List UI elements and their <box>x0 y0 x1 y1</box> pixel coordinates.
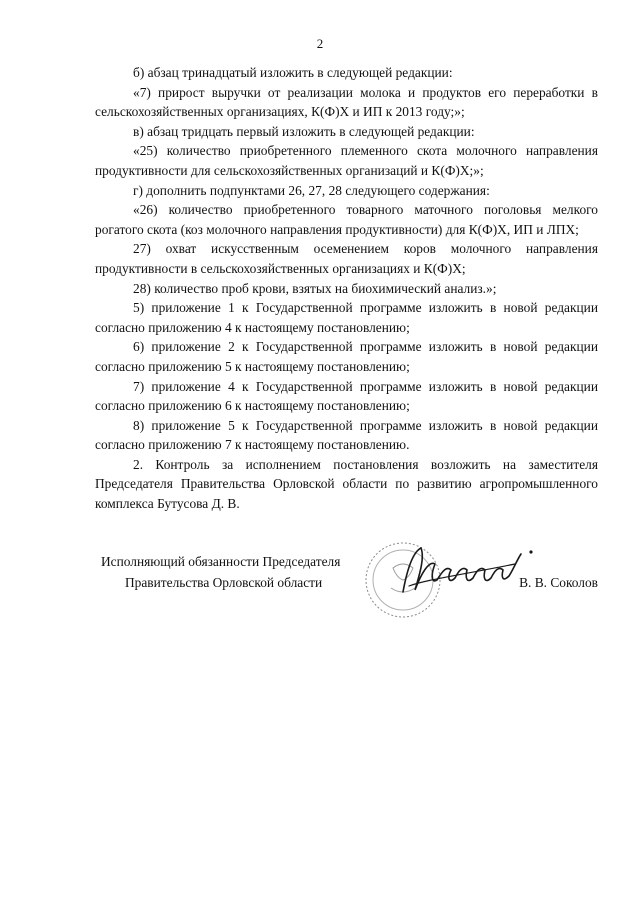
paragraph-quote-25: «25) количество приобретенного племенного скота молочного направления продуктивности для сельскохозяйственных организаций и К(Ф)Х;»; <box>95 143 598 178</box>
signatory-title-line-1: Исполняющий обязанности Председателя <box>101 554 341 569</box>
paragraph-item-7: 7) приложение 4 к Государственной программе изложить в новой редакции согласно приложению 6 к настоящему постановлению; <box>95 378 598 414</box>
paragraph-item-5: 5) приложение 1 к Государственной программе изложить в новой редакции согласно приложению 4 к настоящему постановлению; <box>95 300 598 335</box>
paragraph-28: 28) количество проб крови, взятых на биохимический анализ.»; <box>133 280 497 296</box>
signatory-name: В. В. Соколов <box>519 575 598 590</box>
paragraph-b: б) абзац тринадцатый изложить в следующей редакции: <box>133 65 453 80</box>
paragraph-item-8: 8) приложение 5 к Государственной программе изложить в новой редакции согласно приложению 7 к настоящему постановлению. <box>95 417 598 453</box>
paragraph-quote-7: «7) прирост выручки от реализации молока и продуктов его переработки в сельскохозяйственных организациях, К(Ф)Х и ИП к 2013 году;»; <box>95 84 598 120</box>
signatory-title-line-2: Правительства Орловской области <box>125 575 323 590</box>
paragraph-item-6: 6) приложение 2 к Государственной программе изложить в новой редакции согласно приложению 5 к настоящему постановлению; <box>95 339 598 374</box>
paragraph-27: 27) охват искусственным осеменением коров молочного направления продуктивности в сельскохозяйственных организациях и К(Ф)Х; <box>95 241 598 276</box>
signature-block <box>95 540 598 620</box>
document-body <box>95 63 598 514</box>
paragraph-g: г) дополнить подпунктами 26, 27, 28 следующего содержания: <box>133 182 490 198</box>
paragraph-quote-26: «26) количество приобретенного товарного маточного поголовья мелкого рогатого скота (коз молочного направления продуктивности) для К(Ф)Х, ИП и ЛПХ; <box>95 202 598 237</box>
paragraph-v: в) абзац тридцать первый изложить в следующей редакции: <box>133 123 475 139</box>
paragraph-control: 2. Контроль за исполнением постановления возложить на заместителя Председателя Правительства Орловской области по развитию агропромышленного комплекса Бутусова Д. В. <box>95 456 598 512</box>
page-number: 2 <box>316 36 324 51</box>
